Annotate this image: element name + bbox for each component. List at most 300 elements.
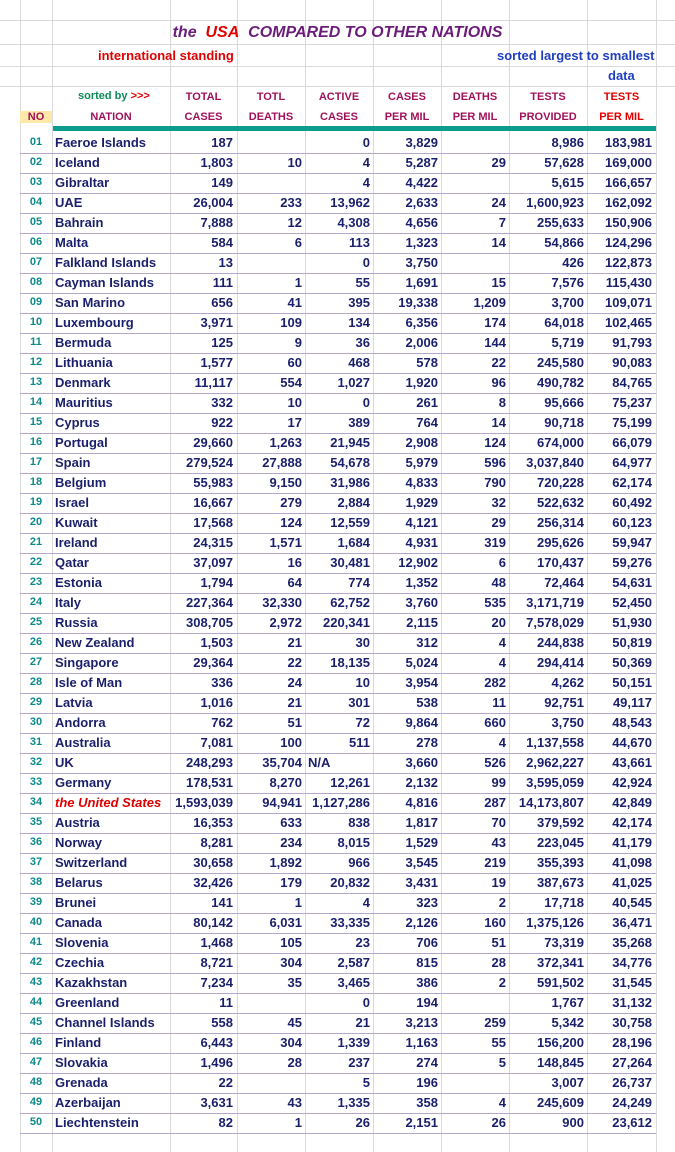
cell-active: 301 [348,695,370,710]
cell-deaths: 179 [280,875,302,890]
cell-tpm: 36,471 [612,915,652,930]
row-separator [20,173,656,174]
col-header-top: DEATHS [452,91,498,103]
nation-name: Portugal [55,435,108,450]
cell-cpm: 4,121 [405,515,438,530]
cell-deaths: 12 [287,215,302,230]
row-separator [20,673,656,674]
cell-tests: 3,750 [551,715,584,730]
cell-active: 0 [362,995,370,1010]
header-divider [53,126,656,131]
cell-tests: 355,393 [537,855,584,870]
row-separator [20,993,656,994]
cell-deaths: 32,330 [262,595,302,610]
cell-deaths: 24 [287,675,302,690]
row-separator [20,413,656,414]
cell-active: 134 [348,315,370,330]
cell-cases: 7,888 [200,215,233,230]
cell-cases: 1,503 [200,635,233,650]
cell-active: 4 [362,155,370,170]
cell-dpm: 6 [498,555,506,570]
cell-cases: 22 [218,1075,233,1090]
nation-name: Germany [55,775,112,790]
cell-active: 511 [349,735,370,750]
cell-tpm: 75,237 [612,395,652,410]
row-separator [20,873,656,874]
cell-cpm: 5,979 [405,455,438,470]
cell-tpm: 50,819 [612,635,652,650]
cell-cases: 29,660 [193,435,233,450]
cell-tests: 3,007 [551,1075,584,1090]
cell-dpm: 8 [498,395,506,410]
cell-tpm: 26,737 [612,1075,652,1090]
col-header-top: TOTL [256,91,286,103]
cell-dpm: 32 [491,495,506,510]
col-header-bottom: PER MIL [599,111,644,123]
col-header-top: ACTIVE [318,91,360,103]
cell-cpm: 6,356 [405,315,438,330]
cell-dpm: 219 [484,855,506,870]
cell-tests: 3,171,719 [526,595,584,610]
cell-tests: 591,502 [537,975,584,990]
row-separator [20,253,656,254]
cell-tpm: 150,906 [605,215,652,230]
cell-tests: 90,718 [544,415,584,430]
row-number: 15 [29,416,43,428]
cell-active: 20,832 [330,875,370,890]
cell-cases: 8,281 [200,835,233,850]
cell-tpm: 64,977 [612,455,652,470]
row-number: 36 [29,836,43,848]
row-number: 32 [29,756,43,768]
cell-deaths: 51 [287,715,302,730]
cell-cases: 30,658 [193,855,233,870]
cell-cases: 16,667 [193,495,233,510]
cell-dpm: 11 [492,695,506,710]
cell-active: 966 [348,855,370,870]
row-number: 29 [29,696,43,708]
row-separator [20,193,656,194]
subtitle-right: sorted largest to smallest [497,48,655,63]
row-number: 21 [29,536,43,548]
cell-cpm: 19,338 [398,295,438,310]
cell-dpm: 24 [491,195,506,210]
cell-active: 0 [362,135,370,150]
row-separator [20,913,656,914]
cell-cpm: 4,422 [405,175,438,190]
cell-deaths: 17 [287,415,302,430]
cell-tests: 244,838 [537,635,584,650]
row-separator [20,553,656,554]
cell-tests: 156,200 [537,1035,584,1050]
nation-name: Kuwait [55,515,98,530]
cell-dpm: 5 [498,1055,506,1070]
title-usa: USA [205,24,240,41]
cell-dpm: 14 [491,235,506,250]
cell-cpm: 578 [416,355,438,370]
cell-tests: 92,751 [544,695,584,710]
cell-tpm: 90,083 [612,355,652,370]
nation-name: Kazakhstan [55,975,128,990]
nation-name: Mauritius [55,395,113,410]
gridline [0,66,675,67]
row-number: 07 [29,256,43,268]
nation-name: Slovenia [55,935,109,950]
cell-cpm: 2,908 [405,435,438,450]
col-header-top: TOTAL [185,91,222,103]
cell-dpm: 28 [491,955,506,970]
cell-dpm: 2 [498,895,506,910]
cell-active: 55 [355,275,370,290]
nation-name: Switzerland [55,855,128,870]
cell-dpm: 124 [484,435,506,450]
cell-deaths: 27,888 [262,455,302,470]
cell-cases: 82 [218,1115,233,1130]
nation-name: Greenland [55,995,120,1010]
cell-dpm: 4 [498,1095,506,1110]
cell-deaths: 6,031 [269,915,302,930]
row-number: 46 [29,1036,43,1048]
row-number: 30 [29,716,43,728]
cell-dpm: 526 [484,755,506,770]
nation-name: Brunei [55,895,97,910]
cell-dpm: 19 [491,875,506,890]
cell-cases: 7,234 [200,975,233,990]
row-separator [20,333,656,334]
cell-dpm: 15 [491,275,506,290]
cell-deaths: 8,270 [269,775,302,790]
row-separator [20,973,656,974]
row-separator [20,513,656,514]
cell-tests: 223,045 [537,835,584,850]
cell-dpm: 174 [484,315,506,330]
nation-name: Belgium [55,475,107,490]
row-separator [20,453,656,454]
nation-name: Azerbaijan [55,1095,121,1110]
cell-active: 2,587 [337,955,370,970]
cell-cpm: 3,829 [405,135,438,150]
cell-dpm: 43 [491,835,506,850]
cell-cpm: 12,902 [398,555,438,570]
cell-tests: 245,580 [537,355,584,370]
row-separator [20,233,656,234]
gridline [0,44,675,45]
cell-cpm: 706 [416,935,438,950]
row-number: 06 [29,236,43,248]
nation-name: Denmark [55,375,111,390]
cell-cases: 8,721 [200,955,233,970]
nation-name: Israel [55,495,89,510]
row-separator [20,293,656,294]
cell-cpm: 3,545 [405,855,438,870]
cell-cases: 6,443 [200,1035,233,1050]
nation-name: Czechia [55,955,105,970]
cell-active: 1,339 [337,1035,370,1050]
cell-tpm: 59,276 [612,555,652,570]
cell-deaths: 35,704 [262,755,302,770]
cell-cpm: 3,431 [405,875,438,890]
cell-tpm: 23,612 [612,1115,652,1130]
cell-tests: 720,228 [537,475,584,490]
cell-tests: 5,719 [551,335,584,350]
cell-active: 0 [362,395,370,410]
cell-cases: 13 [218,255,233,270]
cell-tpm: 84,765 [612,375,652,390]
row-number: 48 [29,1076,43,1088]
nation-name: Canada [55,915,102,930]
cell-dpm: 70 [491,815,506,830]
cell-cases: 3,631 [200,1095,233,1110]
gridline [0,86,675,87]
cell-cases: 227,364 [186,595,233,610]
nation-name: Iceland [55,155,100,170]
col-header-bottom: CASES [320,111,358,123]
cell-cases: 32,426 [193,875,233,890]
col-header-bottom: PER MIL [452,111,498,123]
cell-cpm: 4,833 [405,475,438,490]
cell-active: 237 [348,1055,370,1070]
row-number: 03 [29,176,43,188]
cell-tests: 490,782 [537,375,584,390]
cell-deaths: 41 [287,295,302,310]
cell-tpm: 24,249 [612,1095,652,1110]
row-number: 02 [29,156,43,168]
nation-name: Gibraltar [55,175,110,190]
col-header-bottom: PER MIL [384,111,430,123]
cell-tpm: 31,132 [612,995,652,1010]
cell-deaths: 16 [287,555,302,570]
cell-dpm: 144 [484,335,506,350]
cell-cases: 1,577 [200,355,233,370]
row-separator [20,793,656,794]
row-number: 04 [29,196,43,208]
cell-cases: 558 [211,1015,233,1030]
cell-deaths: 6 [294,235,302,250]
cell-cases: 37,097 [193,555,233,570]
row-separator [20,1113,656,1114]
nation-name: Finland [55,1035,102,1050]
row-separator [20,813,656,814]
cell-dpm: 4 [498,655,506,670]
cell-cases: 7,081 [200,735,233,750]
cell-tpm: 31,545 [612,975,652,990]
cell-active: 2,884 [337,495,370,510]
row-separator [20,373,656,374]
col-header-bottom: DEATHS [248,111,294,123]
nation-name: Qatar [55,555,89,570]
cell-deaths: 2,972 [269,615,302,630]
cell-dpm: 29 [491,515,506,530]
cell-tests: 17,718 [544,895,584,910]
cell-deaths: 304 [280,955,302,970]
cell-cases: 29,364 [193,655,233,670]
nation-name: the United States [55,795,162,810]
cell-cases: 1,794 [200,575,233,590]
cell-deaths: 124 [280,515,302,530]
cell-tpm: 48,543 [612,715,652,730]
row-number: 23 [29,576,43,588]
cell-cases: 11 [219,995,233,1010]
cell-deaths: 21 [287,695,302,710]
cell-active: 31,986 [330,475,370,490]
cell-cases: 248,293 [186,755,233,770]
row-separator [20,273,656,274]
cell-cpm: 2,633 [405,195,438,210]
row-number: 34 [29,796,43,808]
row-number: 45 [29,1016,43,1028]
cell-active: 8,015 [337,835,370,850]
cell-tests: 522,632 [537,495,584,510]
cell-cases: 11,117 [194,375,233,390]
cell-active: 4 [362,175,370,190]
row-separator [20,773,656,774]
cell-tests: 72,464 [544,575,584,590]
cell-deaths: 45 [287,1015,302,1030]
nation-name: Malta [55,235,89,250]
cell-tests: 54,866 [544,235,584,250]
cell-cases: 16,353 [193,815,233,830]
row-separator [20,1033,656,1034]
row-separator [20,713,656,714]
row-separator [20,733,656,734]
row-number: 31 [29,736,43,748]
cell-cpm: 358 [416,1095,438,1110]
cell-deaths: 1,892 [269,855,302,870]
cell-cpm: 5,024 [405,655,438,670]
cell-cpm: 2,115 [406,615,438,630]
cell-cases: 1,496 [200,1055,233,1070]
nation-name: Slovakia [55,1055,108,1070]
row-number: 13 [29,376,43,388]
cell-dpm: 22 [491,355,506,370]
cell-deaths: 1,263 [269,435,302,450]
cell-tests: 1,375,126 [526,915,584,930]
cell-cpm: 1,920 [405,375,438,390]
cell-deaths: 21 [287,635,302,650]
cell-cpm: 274 [416,1055,438,1070]
cell-deaths: 94,941 [262,795,302,810]
cell-tests: 372,341 [537,955,584,970]
cell-tpm: 44,670 [612,735,652,750]
cell-active: 220,341 [323,615,370,630]
nation-name: Luxembourg [55,315,134,330]
cell-dpm: 160 [484,915,506,930]
cell-tpm: 52,450 [612,595,652,610]
row-number: 11 [30,336,42,348]
row-number: 16 [29,436,43,448]
cell-deaths: 1 [294,1115,302,1130]
cell-deaths: 554 [280,375,302,390]
cell-cpm: 2,132 [405,775,438,790]
row-separator [20,653,656,654]
cell-tpm: 60,123 [612,515,652,530]
cell-deaths: 10 [287,395,302,410]
cell-tests: 674,000 [537,435,584,450]
cell-cases: 308,705 [186,615,233,630]
row-separator [20,573,656,574]
cell-cpm: 3,213 [405,1015,438,1030]
row-number: 40 [29,916,43,928]
cell-dpm: 14 [491,415,506,430]
col-header-nation: NATION [90,111,132,123]
row-separator [20,893,656,894]
cell-active: 26 [355,1115,370,1130]
row-separator [20,1073,656,1074]
cell-cases: 332 [211,395,233,410]
cell-active: 0 [362,255,370,270]
cell-active: 18,135 [330,655,370,670]
cell-cases: 656 [211,295,233,310]
cell-active: 21,945 [330,435,370,450]
row-separator [20,953,656,954]
cell-tests: 64,018 [544,315,584,330]
cell-tpm: 54,631 [612,575,652,590]
row-separator [20,853,656,854]
row-number: 27 [29,656,43,668]
nation-name: Australia [55,735,111,750]
cell-tpm: 91,793 [612,335,652,350]
cell-active: 12,559 [330,515,370,530]
cell-tpm: 59,947 [612,535,652,550]
cell-deaths: 279 [280,495,302,510]
cell-tpm: 43,661 [612,755,652,770]
cell-cpm: 3,760 [405,595,438,610]
row-number: 41 [29,936,43,948]
cell-tpm: 102,465 [605,315,652,330]
cell-active: 23 [355,935,370,950]
cell-tpm: 66,079 [612,435,652,450]
row-number: 24 [29,596,43,608]
nation-name: Bermuda [55,335,112,350]
cell-cases: 336 [211,675,233,690]
cell-tpm: 109,071 [605,295,652,310]
nation-name: Grenada [55,1075,108,1090]
row-separator [20,753,656,754]
row-separator [20,213,656,214]
nation-name: Bahrain [55,215,104,230]
cell-active: 395 [348,295,370,310]
cell-tests: 295,626 [537,535,584,550]
cell-dpm: 55 [491,1035,506,1050]
col-header-top: TESTS [603,91,640,103]
cell-deaths: 43 [287,1095,302,1110]
cell-dpm: 4 [498,735,506,750]
cell-active: 30 [355,635,370,650]
cell-active: 10 [355,675,370,690]
cell-cpm: 1,352 [405,575,438,590]
cell-cpm: 2,006 [405,335,438,350]
cell-cases: 17,568 [193,515,233,530]
nation-name: Latvia [55,695,93,710]
cell-cases: 141 [211,895,233,910]
cell-dpm: 319 [484,535,506,550]
cell-tpm: 50,369 [612,655,652,670]
cell-cpm: 1,323 [405,235,438,250]
row-separator [20,593,656,594]
cell-tests: 148,845 [537,1055,584,1070]
title-prefix: the [172,24,197,41]
cell-deaths: 1,571 [269,535,302,550]
row-separator [20,153,656,154]
cell-active: 5 [362,1075,370,1090]
cell-tpm: 41,025 [612,875,652,890]
cell-active: 72 [355,715,370,730]
nation-name: Ireland [55,535,98,550]
cell-cases: 584 [211,235,233,250]
cell-tests: 2,962,227 [526,755,584,770]
cell-cases: 111 [212,275,233,290]
nation-name: Andorra [55,715,106,730]
